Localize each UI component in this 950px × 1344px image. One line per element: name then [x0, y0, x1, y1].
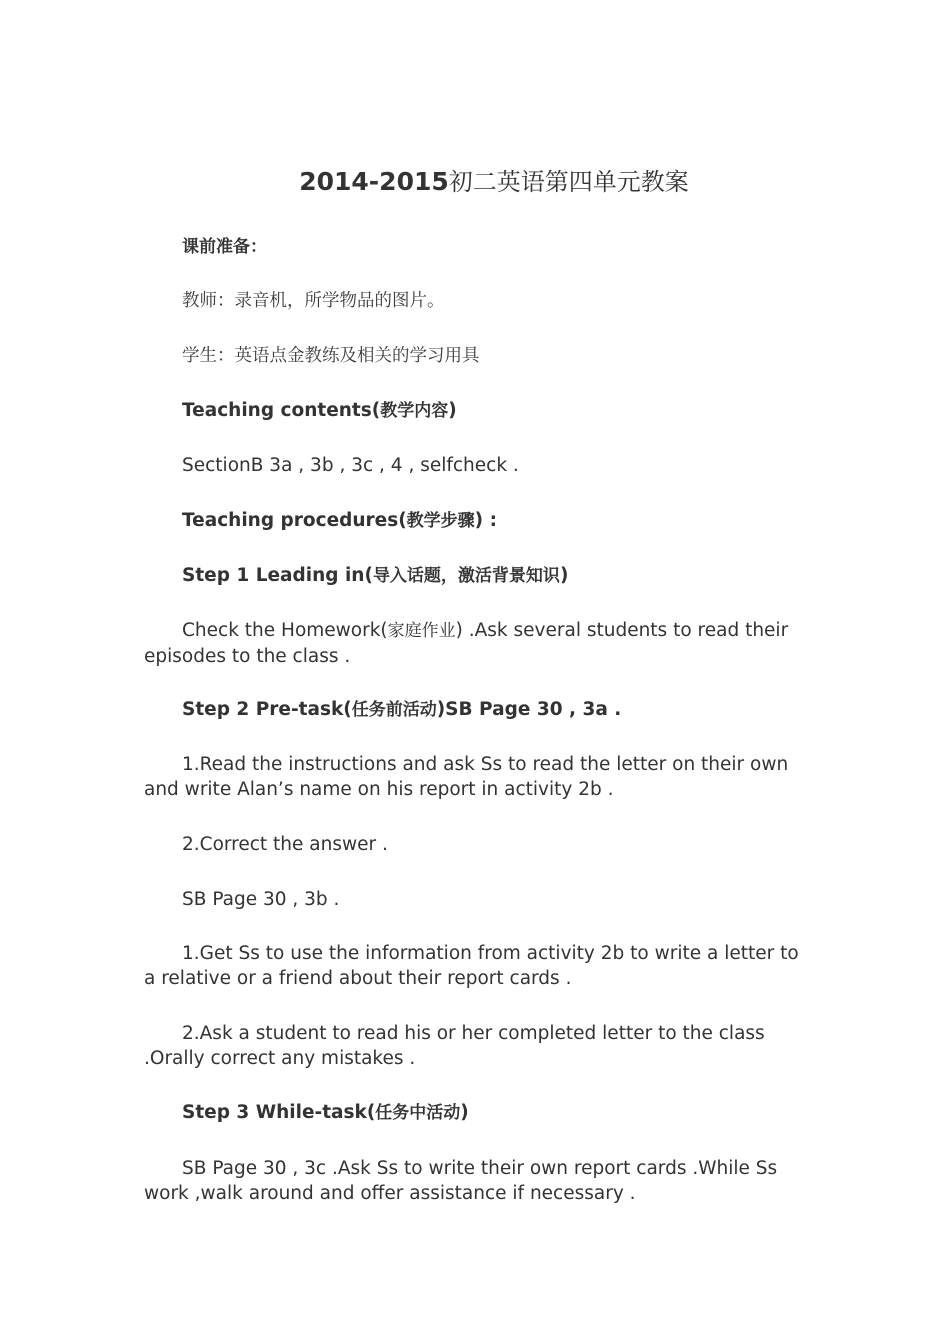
prep-heading: 课前准备：: [182, 237, 267, 257]
step3-text: SB Page 30 , 3c .Ask Ss to write their own report cards .While Ss work ,walk around and offer assistance if necessary .: [144, 1158, 778, 1204]
step2-item-2: 2.Correct the answer .: [182, 834, 388, 855]
title-chinese: 初二英语第四单元教案: [448, 168, 689, 196]
title-year: 2014-2015: [299, 167, 449, 196]
step1-text: Check the Homework(家庭作业) .Ask several students to read their episodes to the class .: [144, 620, 789, 667]
student-line: 学生：英语点金教练及相关的学习用具: [182, 346, 480, 366]
step3-heading: Step 3 While-task(任务中活动): [182, 1102, 469, 1123]
contents-heading: Teaching contents(教学内容): [182, 400, 457, 421]
step2-item-1: 1.Read the instructions and ask Ss to read the letter on their own and write Alan’s name on his report in activity 2b .: [144, 754, 789, 800]
document-title: [144, 162, 844, 197]
step2-heading: Step 2 Pre-task(任务前活动)SB Page 30 , 3a .: [182, 699, 622, 720]
teacher-line: 教师：录音机，所学物品的图片。: [182, 291, 445, 311]
procedures-heading: Teaching procedures(教学步骤) :: [182, 510, 497, 531]
step2-subheading: SB Page 30 , 3b .: [182, 889, 340, 910]
contents-text: SectionB 3a , 3b , 3c , 4 , selfcheck .: [182, 455, 519, 476]
step1-heading: Step 1 Leading in(导入话题，激活背景知识): [182, 565, 569, 586]
step2-item-4: 2.Ask a student to read his or her completed letter to the class .Orally correct any mistakes .: [144, 1023, 765, 1069]
step2-item-3: 1.Get Ss to use the information from activity 2b to write a letter to a relative or a friend about their report cards .: [144, 943, 799, 989]
